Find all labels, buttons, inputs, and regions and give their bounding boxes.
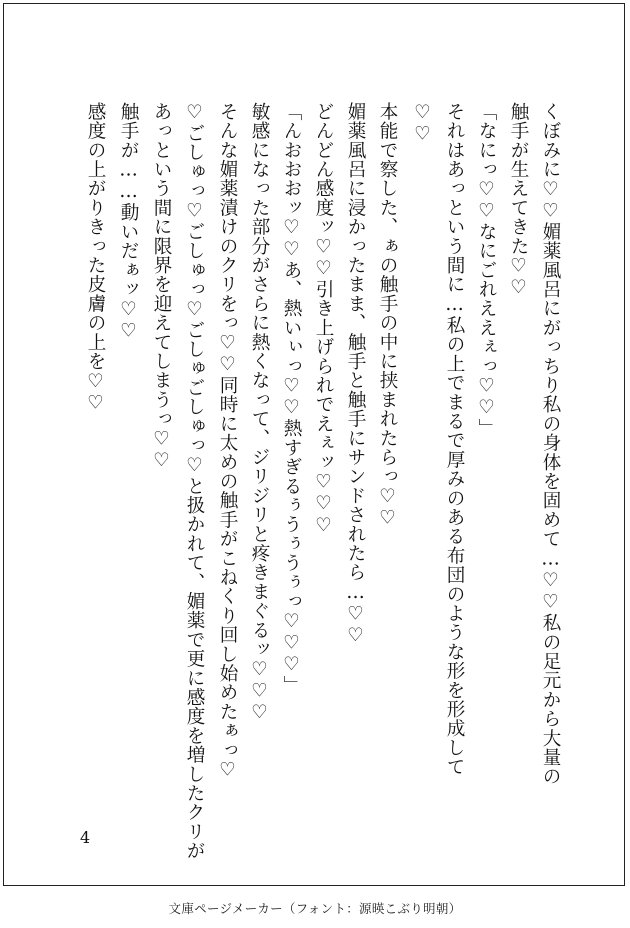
text-line-12: ♡ごしゅっ♡ごしゅっ♡ごしゅごしゅっ♡と扱かれて、媚薬で更に感度を増したクリが <box>184 102 205 861</box>
footer-caption: 文庫ページメーカー（フォント：源暎こぶり明朝） <box>168 901 462 916</box>
text-line-3: 「なにっ♡♡なにごれええぇっ♡♡」 <box>476 102 497 438</box>
text-line-2: 触手が生えてきた♡♡ <box>508 102 529 299</box>
book-page <box>3 3 625 886</box>
text-line-11: そんな媚薬漬けのクリをっ♡♡同時に太めの触手がこねくり回し始めたぁっ♡ <box>217 102 238 782</box>
text-line-4: それはあっという間に…私の上でまるで厚みのある布団のような形を形成して <box>444 102 465 777</box>
text-line-7: 媚薬風呂に浸かったまま、触手と触手にサンドされたら…♡♡ <box>345 102 366 647</box>
page-number: 4 <box>80 828 91 847</box>
text-line-13: あっという間に限界を迎えてしまうっ♡♡ <box>151 102 172 472</box>
text-line-10: 敏感になった部分がさらに熱くなって、ジリジリと疼きまぐるッ♡♡♡ <box>249 102 270 724</box>
text-line-9: 「んおおおッ♡♡あ、熱いぃっ♡♡熱すぎるぅうぅうぅっ♡♡♡」 <box>281 102 302 695</box>
text-line-1: くぼみに♡♡媚薬風呂にがっちり私の身体を固めて…♡♡私の足元から大量の <box>540 102 561 786</box>
text-line-15: 感度の上がりきった皮膚の上を♡♡ <box>85 102 106 414</box>
text-line-14: 触手が……動いだぁッ♡♡ <box>118 102 139 342</box>
text-line-8: どんどん感度ッ♡♡引き上げられでえぇッ♡♡♡ <box>313 102 334 537</box>
text-line-5: ♡♡ <box>412 102 433 146</box>
text-line-6: 本能で察した、ぁの触手の中に挟まれたらっ♡♡ <box>377 102 398 530</box>
